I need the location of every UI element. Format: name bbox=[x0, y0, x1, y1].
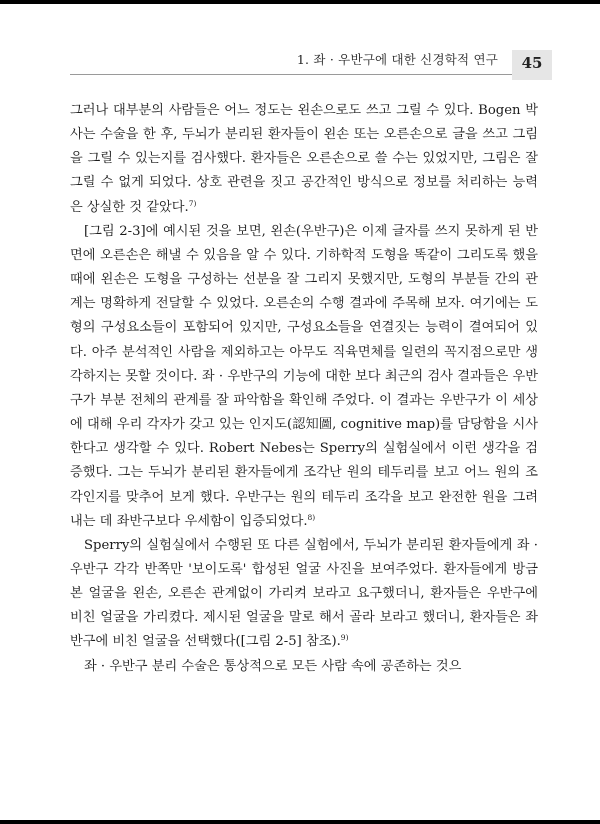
footnote-ref-9: 9) bbox=[340, 633, 349, 643]
paragraph-1 bbox=[70, 99, 538, 220]
page-number-tab bbox=[512, 50, 552, 80]
top-border-bar bbox=[0, 0, 600, 4]
body-text bbox=[70, 99, 538, 679]
paragraph-2 bbox=[70, 220, 538, 534]
paragraph-3-text: Sperry의 실험실에서 수행된 또 다른 실험에서, 두뇌가 분리된 환자들에게 좌 · 우반구 각각 반쪽만 '보이도록' 합성된 얼굴 사진을 보여주었다. 환자들에게 방금 본 얼굴을 왼손, 오른손 관계없이 가리켜 보라고 요구했더니, 환자들은 우반구에 비친 얼굴을 가리켰다. 제시된 얼굴을 말로 해서 골라 보라고 했더니, 환자들은 좌반구에 비친 얼굴을 선택했다([그림 2-5] 참조). bbox=[70, 537, 538, 650]
paragraph-3 bbox=[70, 534, 538, 655]
running-header bbox=[70, 48, 538, 75]
paragraph-4 bbox=[70, 655, 538, 679]
paragraph-1-text: 그러나 대부분의 사람들은 어느 정도는 왼손으로도 쓰고 그릴 수 있다. Bogen 박사는 수술을 한 후, 두뇌가 분리된 환자들이 왼손 또는 오른손으로 글을 쓰고 그림을 그릴 수 있는지를 검사했다. 환자들은 오른손으로 쓸 수는 있었지만, 그림은 잘 그릴 수 없게 되었다. 상호 관련을 짓고 공간적인 방식으로 정보를 처리하는 능력은 상실한 것 같았다. bbox=[70, 103, 538, 215]
page-number: 45 bbox=[521, 54, 543, 72]
chapter-title: 1. 좌 · 우반구에 대한 신경학적 연구 bbox=[296, 52, 498, 67]
bottom-border-bar bbox=[0, 820, 600, 824]
paragraph-2-text: [그림 2-3]에 예시된 것을 보면, 왼손(우반구)은 이제 글자를 쓰지 못하게 된 반면에 오른손은 해낼 수 있음을 알 수 있다. 기하학적 도형을 똑같이 그리도록 했을 때에 왼손은 도형을 구성하는 선분을 잘 그리지 못했지만, 도형의 부분들 간의 관계는 명확하게 전달할 수 있었다. 오른손의 수행 결과에 주목해 보자. 여기에는 도형의 구성요소들이 포함되어 있지만, 구성요소들을 연결짓는 능력이 결여되어 있다. 아주 분석적인 사람을 제외하고는 아무도 직육면체를 일련의 꼭지점으로만 생각하지는 못할 것이다. 좌 · 우반구의 기능에 대한 보다 최근의 검사 결과들은 우반구가 부분 전체의 관계를 잘 파악함을 확인해 주었다. 이 결과는 우반구가 이 세상에 대해 우리 각자가 갖고 있는 인지도(認知圖, cognitive map)를 담당함을 시사한다고 생각할 수 있다. Robert Nebes는 Sperry의 실험실에서 이런 생각을 검증했다. 그는 두뇌가 분리된 환자들에게 조각난 원의 테두리를 보고 어느 원의 조각인지를 맞추어 보게 했다. 우반구는 원의 테두리 조각을 보고 완전한 원을 그려내는 데 좌반구보다 우세함이 입증되었다. bbox=[70, 223, 538, 529]
footnote-ref-8: 8) bbox=[307, 512, 316, 522]
footnote-ref-7: 7) bbox=[188, 198, 197, 208]
paragraph-4-text: 좌 · 우반구 분리 수술은 통상적으로 모든 사람 속에 공존하는 것으 bbox=[84, 658, 462, 674]
